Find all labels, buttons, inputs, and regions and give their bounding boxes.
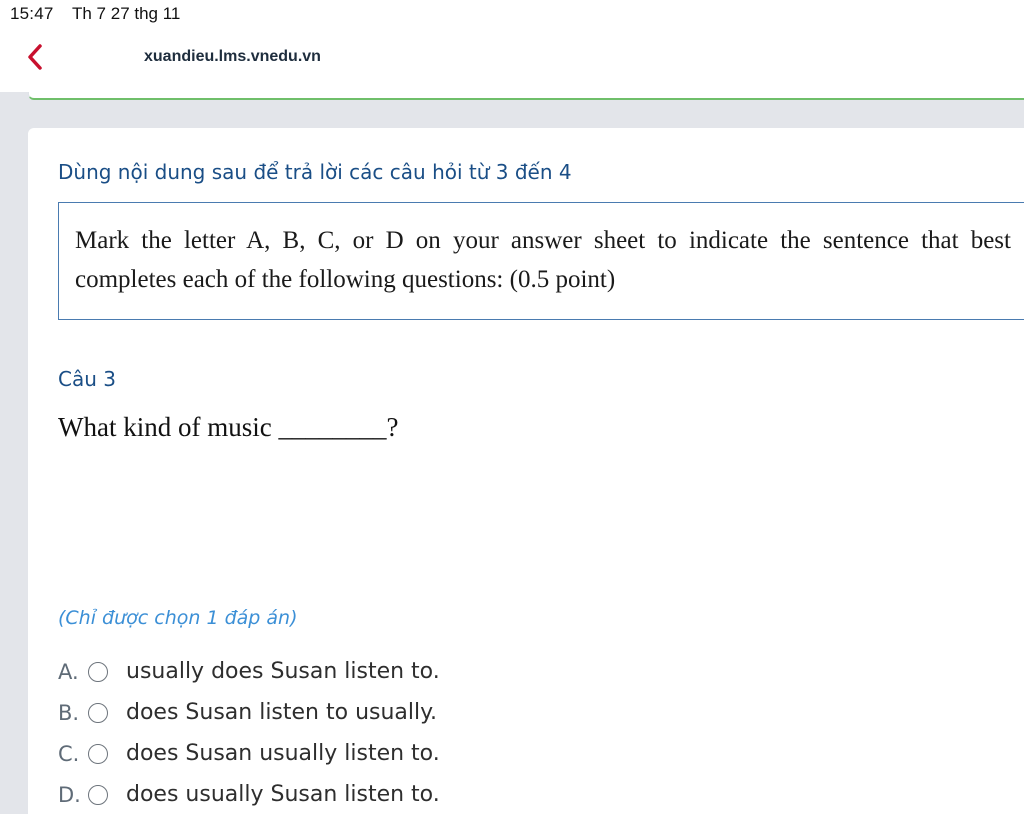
option-letter: B. — [58, 701, 80, 725]
previous-card-edge — [28, 92, 1024, 100]
section-instruction: Dùng nội dung sau để trả lời các câu hỏi từ 3 đến 4 — [58, 160, 572, 184]
option-text: does Susan usually listen to. — [126, 741, 440, 766]
answer-hint: (Chỉ được chọn 1 đáp án) — [58, 607, 298, 629]
radio-button[interactable] — [88, 662, 108, 682]
radio-button[interactable] — [88, 703, 108, 723]
passage-box — [58, 202, 1024, 320]
page-url: xuandieu.lms.vnedu.vn — [144, 48, 321, 65]
radio-button[interactable] — [88, 785, 108, 805]
option-text: does Susan listen to usually. — [126, 700, 437, 725]
nav-bar — [0, 30, 1024, 92]
status-bar — [0, 0, 1024, 30]
status-time: 15:47 — [10, 4, 54, 23]
status-date: Th 7 27 thg 11 — [72, 4, 181, 23]
chevron-left-icon — [22, 42, 52, 72]
radio-button[interactable] — [88, 744, 108, 764]
passage-text: Mark the letter A, B, C, or D on your answer sheet to indicate the sentence that best completes each of the following questions: (0.5 point) — [75, 227, 1011, 293]
option-d[interactable] — [58, 780, 658, 814]
option-b[interactable] — [58, 698, 658, 732]
option-c[interactable] — [58, 739, 658, 773]
option-letter: C. — [58, 742, 80, 766]
question-label: Câu 3 — [58, 367, 116, 391]
option-letter: A. — [58, 660, 79, 684]
back-button[interactable] — [22, 42, 52, 72]
question-text: What kind of music ________? — [58, 412, 399, 442]
option-text: does usually Susan listen to. — [126, 782, 440, 807]
option-a[interactable] — [58, 657, 658, 691]
option-text: usually does Susan listen to. — [126, 659, 440, 684]
option-letter: D. — [58, 783, 81, 807]
